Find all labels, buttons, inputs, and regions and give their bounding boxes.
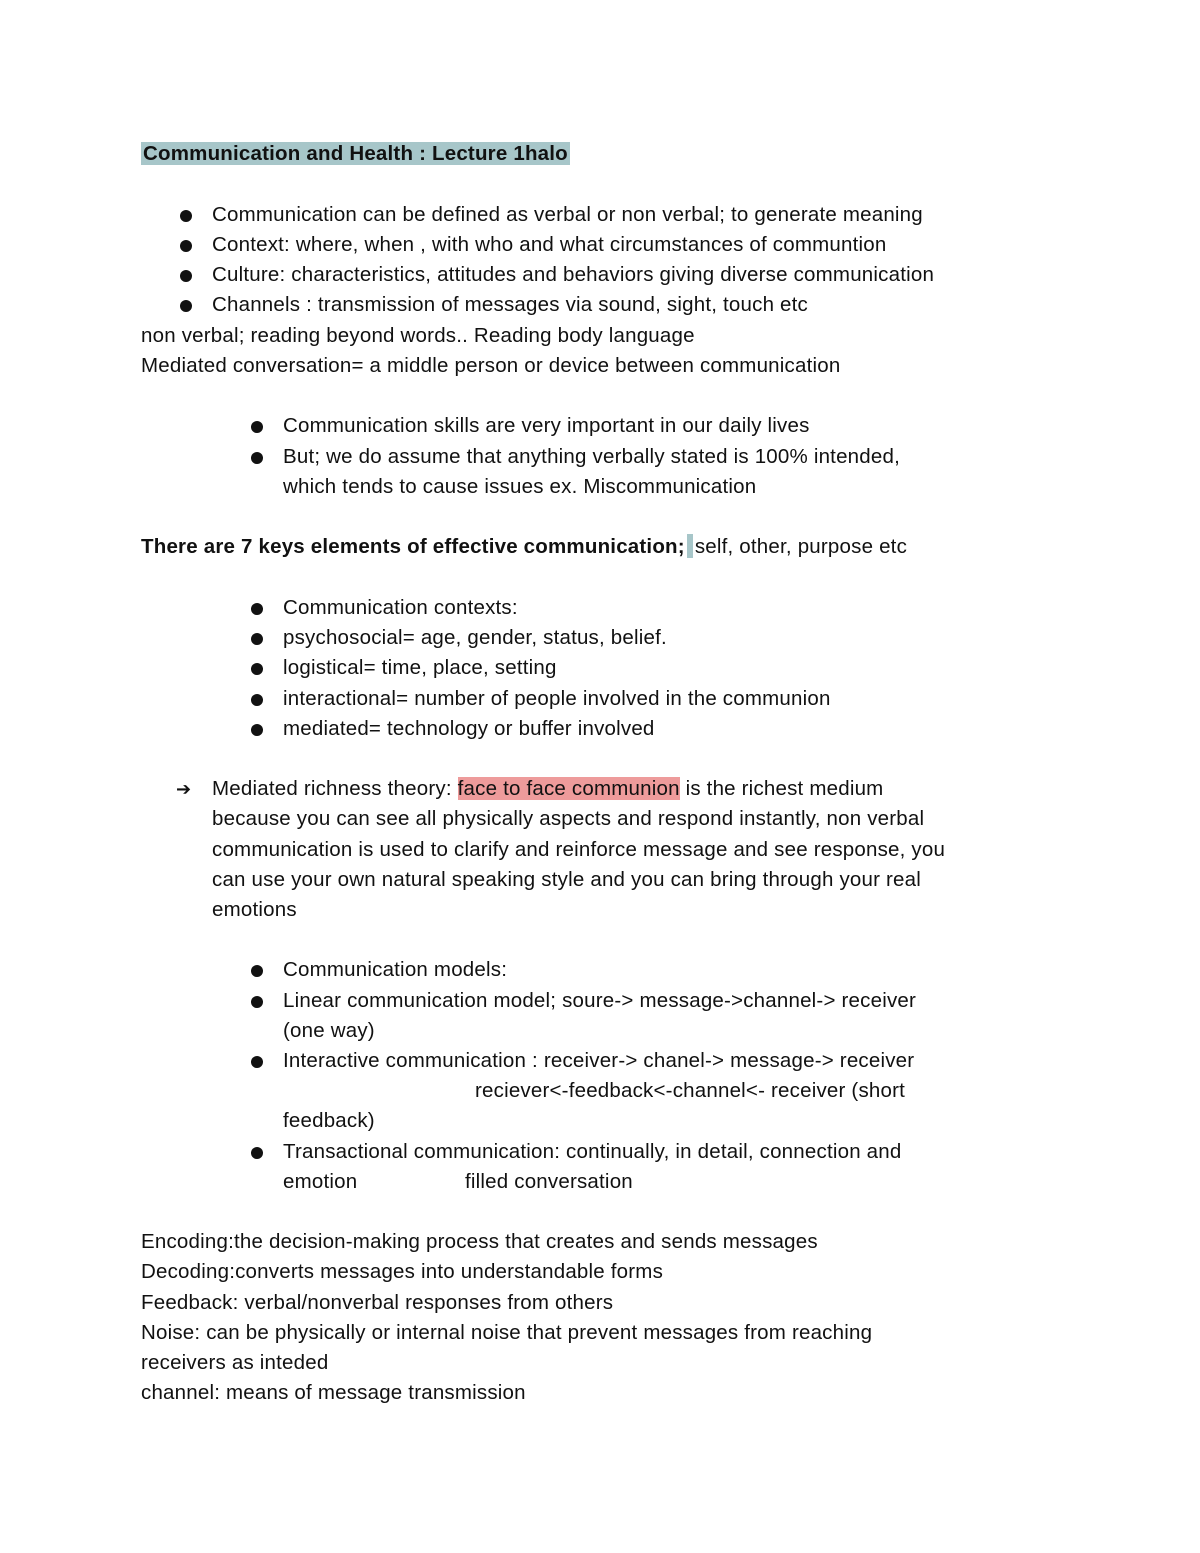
list-item: Communication skills are very important in our daily lives (283, 414, 810, 437)
mrt-line: can use your own natural speaking style and you can bring through your real (212, 868, 922, 891)
bullet-icon (251, 421, 263, 433)
list-item: Communication models: (283, 958, 508, 981)
bullet-icon (251, 1147, 263, 1159)
list-item: Communication contexts: (283, 596, 518, 619)
list-item: Transactional communication: continually, in detail, connection and (283, 1140, 902, 1163)
list-item: Communication can be defined as verbal or non verbal; to generate meaning (212, 203, 923, 226)
key-elements-bold: There are 7 keys elements of effective communication; (141, 535, 685, 558)
bullet-icon (251, 996, 263, 1008)
key-elements-rest: self, other, purpose etc (694, 535, 908, 558)
mrt-line: emotions (212, 898, 297, 921)
paragraph-line: non verbal; reading beyond words.. Reading body language (141, 324, 695, 347)
list-item: mediated= technology or buffer involved (283, 717, 655, 740)
list-item: psychosocial= age, gender, status, belief. (283, 626, 667, 649)
bullet-icon (180, 240, 192, 252)
mrt-suffix: is the richest medium (679, 777, 884, 800)
list-item: logistical= time, place, setting (283, 656, 557, 679)
list-item: Culture: characteristics, attitudes and behaviors giving diverse communication (212, 263, 935, 286)
definition-line: channel: means of message transmission (141, 1381, 526, 1404)
arrow-icon: ➔ (176, 779, 192, 799)
bullet-icon (251, 965, 263, 977)
bullet-icon (251, 633, 263, 645)
bullet-icon (180, 270, 192, 282)
mrt-highlight: face to face communion (457, 777, 680, 800)
definition-line: Feedback: verbal/nonverbal responses from others (141, 1291, 614, 1314)
bullet-icon (251, 452, 263, 464)
list-item: Channels : transmission of messages via sound, sight, touch etc (212, 293, 809, 316)
list-item-continuation: emotion (283, 1170, 358, 1193)
list-item: But; we do assume that anything verbally stated is 100% intended, (283, 445, 900, 468)
definition-line: receivers as inteded (141, 1351, 329, 1374)
paragraph-line: Mediated conversation= a middle person or device between communication (141, 354, 841, 377)
mrt-line: communication is used to clarify and reinforce message and see response, you (212, 838, 946, 861)
list-item: Interactive communication : receiver-> chanel-> message-> receiver (283, 1049, 915, 1072)
mrt-prefix: Mediated richness theory: (212, 777, 458, 800)
definition-line: Decoding:converts messages into understandable forms (141, 1260, 664, 1283)
text-cursor-highlight (687, 534, 693, 558)
key-elements-line (141, 532, 907, 562)
definition-line: Noise: can be physically or internal noise that prevent messages from reaching (141, 1321, 873, 1344)
title-text: Communication and Health : Lecture 1halo (143, 142, 568, 165)
mrt-first-line (212, 774, 883, 804)
list-item: interactional= number of people involved in the communion (283, 687, 831, 710)
bullet-icon (251, 1056, 263, 1068)
list-item-continuation: which tends to cause issues ex. Miscommunication (283, 475, 757, 498)
bullet-icon (180, 210, 192, 222)
page-title (141, 139, 570, 169)
list-item-continuation: feedback) (283, 1109, 375, 1132)
definition-line: Encoding:the decision-making process that creates and sends messages (141, 1230, 818, 1253)
list-item: Context: where, when , with who and what circumstances of communtion (212, 233, 887, 256)
bullet-icon (251, 724, 263, 736)
bullet-icon (251, 663, 263, 675)
bullet-icon (251, 603, 263, 615)
list-item-continuation: filled conversation (465, 1170, 633, 1193)
list-item: Linear communication model; soure-> message->channel-> receiver (283, 989, 917, 1012)
list-item-continuation: (one way) (283, 1019, 375, 1042)
mrt-line: because you can see all physically aspects and respond instantly, non verbal (212, 807, 925, 830)
list-item-continuation: reciever<-feedback<-channel<- receiver (short (475, 1079, 906, 1102)
bullet-icon (251, 694, 263, 706)
bullet-icon (180, 300, 192, 312)
